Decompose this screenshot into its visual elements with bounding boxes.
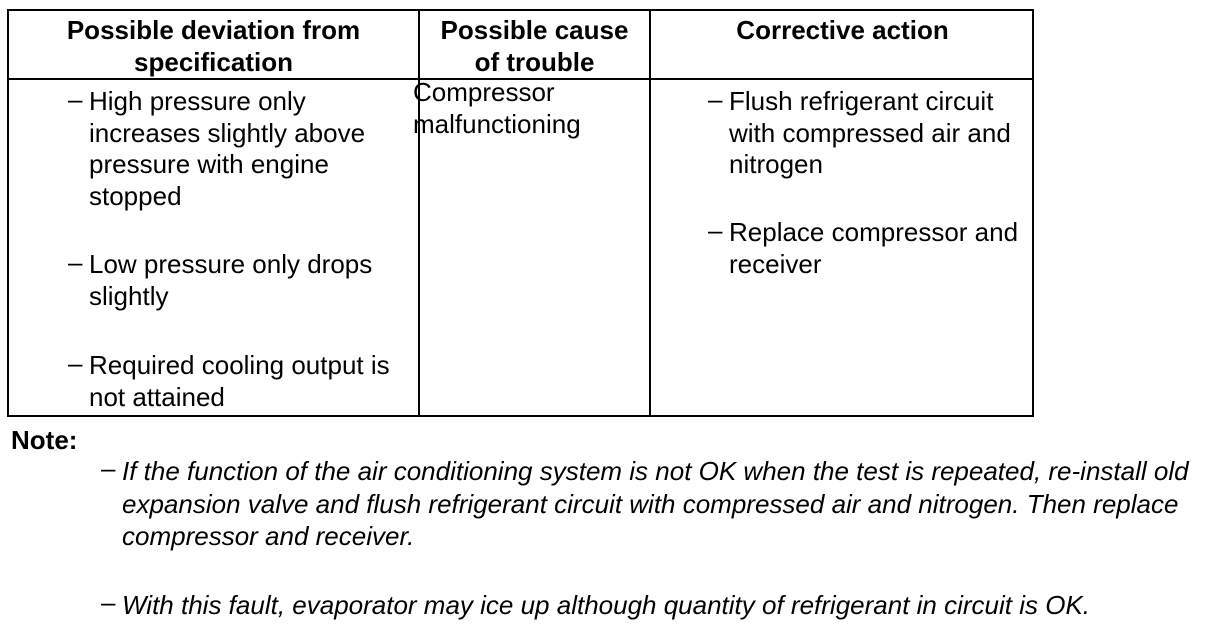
action-text: Replace compressor and receiver: [729, 217, 1019, 279]
deviation-text: Required cooling output is not attained: [89, 350, 390, 412]
action-item-1: [708, 84, 1029, 181]
deviation-text: Low pressure only drops slightly: [89, 249, 373, 311]
header-deviation-line-1: Possible deviation from: [66, 15, 361, 45]
deviation-text: High pressure only increases slightly above pressure with engine stopped: [89, 86, 366, 211]
header-deviation-line-2: specification: [134, 47, 293, 77]
dash-icon: –: [68, 84, 83, 114]
note-text: With this fault, evaporator may ice up although quantity of refrigerant in circuit is OK.: [122, 590, 1091, 620]
header-cause-line-1: Possible cause: [440, 15, 629, 45]
deviation-item-2: [68, 247, 409, 312]
action-item-2: [708, 215, 1029, 280]
dash-icon: –: [101, 453, 116, 483]
header-deviation: [9, 14, 418, 78]
dash-icon: –: [708, 84, 723, 114]
note-item-1: [101, 453, 1202, 553]
header-cause: [420, 14, 649, 78]
action-text: Flush refrigerant circuit with compressed air and nitrogen: [729, 86, 1011, 179]
header-cause-line-2: of trouble: [474, 47, 595, 77]
dash-icon: –: [68, 247, 83, 277]
dash-icon: –: [708, 215, 723, 245]
column-divider-2: [649, 11, 651, 415]
cause-text: Compressor malfunctioning: [413, 77, 581, 139]
note-text: If the function of the air conditioning system is not OK when the test is repeated, re-install old expansion valve and flush refrigerant circuit with compressed air and nitrogen. Then replace compressor and receiver.: [122, 456, 1189, 551]
note-title: Note:: [11, 425, 78, 455]
dash-icon: –: [68, 348, 83, 378]
header-action-line-1: Corrective action: [736, 15, 949, 45]
deviation-item-1: [68, 84, 409, 212]
note-item-2: [101, 587, 1202, 622]
deviation-item-3: [68, 348, 409, 413]
dash-icon: –: [101, 587, 116, 617]
header-action: [651, 14, 1034, 46]
